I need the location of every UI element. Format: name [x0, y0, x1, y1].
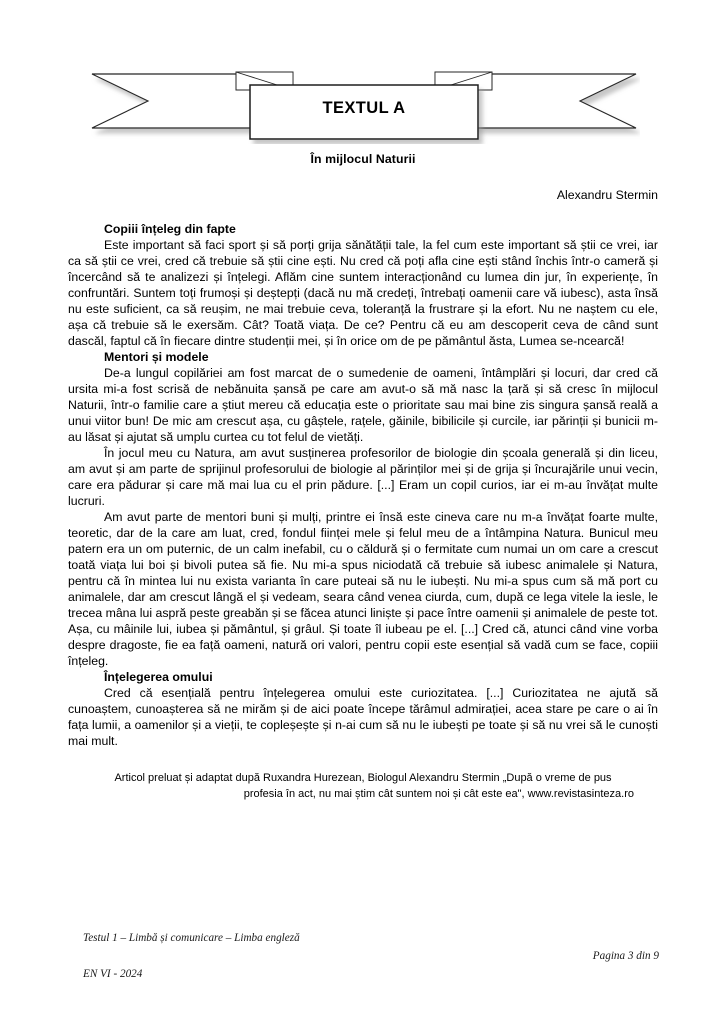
footer-page-indicator: Pagina 3 din 9	[592, 950, 659, 962]
footer-row	[83, 932, 659, 980]
source-attribution	[92, 771, 634, 803]
source-line-1: Articol preluat și adaptat după Ruxandra Hurezean, Biologul Alexandru Stermin „După o vreme de pus	[114, 772, 612, 785]
page-footer	[83, 932, 659, 980]
paragraph: În jocul meu cu Natura, am avut susținerea profesorilor de biologie din școala generală și din liceu, am avut și am parte de sprijinul profesorului de biologie al părinților mei și de grija și încurajările unui vecin, care era pădurar și care mă mai lua cu el prin pădure. [...] Eram un copil curios, iar ei m-au învățat multe lucruri.	[68, 445, 658, 508]
paragraph: Cred că esențială pentru înțelegerea omului este curiozitatea. [...] Curiozitatea ne ajută să cunoaștem, cunoașterea să ne mirăm și de aici poate începe tărâmul admirației, acea stare pe care o ai în fața lumii, a oamenilor și a vieții, te copleșește și n-ai cum să nu le iubești pe toate și să nu vrei să le cunoști mai mult.	[68, 685, 658, 748]
paragraph: Am avut parte de mentori buni și mulți, printre ei însă este cineva care nu m-a învățat foarte multe, teoretic, dar de la care am luat, cred, fondul ființei mele și felul meu de a întâmpina Natura. Bunicul meu patern era un om puternic, de un calm inefabil, cu o căldură și o fermitate cum numai un om care a crescut toată viața lui boi și bivoli putea să fie. Nu mi-a spus niciodată că trebuie să iubesc animalele și Natura, pentru că în mintea lui nu exista varianta în care puteai să nu le iubești. Nu mi-a spus cum să mă port cu animalele, dar am crescut lângă el și vedeam, seara când venea ciurda, cum, după ce lega vitele la iesle, le trecea mâna lui aspră peste greabăn și se făcea atunci liniște și pace între oamenii și animalele de peste tot. Așa, cu mâinile lui, iubea și pământul, și grâul. Și toate îl iubeau pe el. [...] Cred că, atunci când vine vorba despre dragoste, fie ea față oameni, natură ori valori, pentru copii este esențial să vadă cum se face, copiii înțeleg.	[68, 509, 658, 668]
source-line-2: profesia în act, nu mai știm cât suntem noi și cât este ea", www.revistasinteza.ro	[243, 788, 634, 801]
banner-title: TEXTUL A	[322, 98, 406, 117]
section-heading-3: Înțelegerea omului	[104, 669, 213, 684]
footer-exam-code: EN VI - 2024	[83, 968, 143, 980]
paragraph: Este important să faci sport și să porți grija sănătății tale, la fel cum este important să știi ce vrei, iar ca să știi ce vrei, cred că trebuie să știi cine ești. Nu cred că poți afla cine ești stând închis într-o cameră și încercând să te analizezi și înțelegi. Aflăm cine suntem interacționând cu lumea din jur, în experiențe, în confruntări. Suntem toți frumoși și deștepți (dacă nu mă credeți, întrebați oamenii care vă iubesc), asta însă nu este suficient, ca să reușim, ne mai trebuie ceva, toleranță la frustrare și la efort. Nu ne naștem cu ele, așa că trebuie să le exersăm. Cât? Toată viața. De ce? Pentru că eu am descoperit ceva de când sunt dascăl, faptul că în fiecare dintre studenții mei, și în orice om de pe pământul ăsta, Lumea se-ncearcă!	[68, 237, 658, 348]
text-title: În mijlocul Naturii	[310, 152, 416, 166]
footer-test-label: Testul 1 – Limbă și comunicare – Limba engleză	[83, 932, 300, 944]
document-body	[68, 152, 658, 803]
paragraph: De-a lungul copilăriei am fost marcat de o sumedenie de oameni, întâmplări și locuri, dar cred că ursita mi-a fost scrisă de nebănuita șansă pe care am avut-o să mă nasc la țară și să cresc în mijlocul Naturii, într-o familie care a știut mereu că educația este o prioritate sau mai bine zis singura șansă reală a unui viitor bun! De mic am crescut așa, cu gâștele, rațele, găinile, bibilicile și curcile, iar părinții și bunicii m-au lăsat și ajutat să umplu curtea cu tot felul de vietăți.	[68, 365, 658, 444]
text-author: Alexandru Stermin	[556, 188, 658, 202]
section-heading-1: Copiii înțeleg din fapte	[104, 222, 236, 236]
ribbon-banner	[88, 66, 640, 144]
section-heading-2: Mentori și modele	[104, 349, 209, 364]
